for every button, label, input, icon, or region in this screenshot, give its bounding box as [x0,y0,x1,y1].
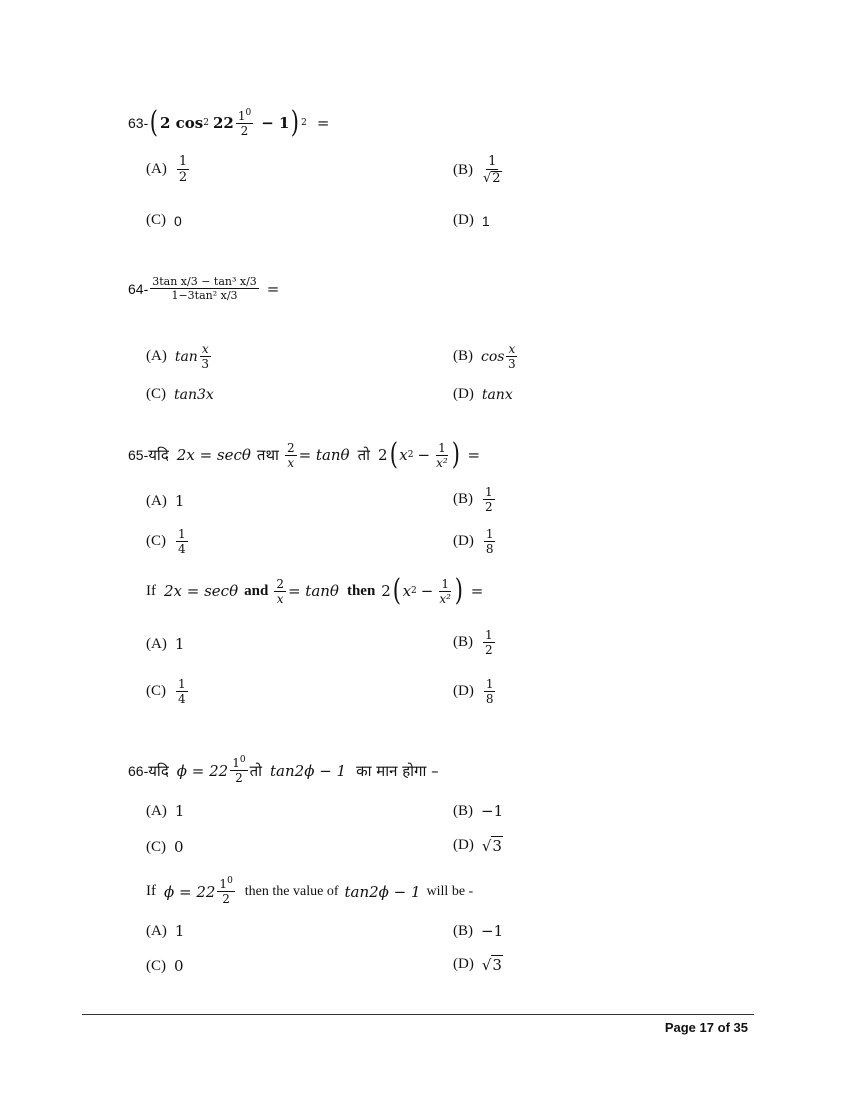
q66-question-hindi: 66- यदि ϕ = 22 $\frac{1^0}{2}$ तो tan2ϕ − 1 का मान होगा – [128,755,439,785]
q63-option-c: (C) 0 [146,212,182,229]
q66-hi-option-a: (A) 1 [146,802,185,820]
q65-question-english: If 2x = secθ and $\frac{2}{x}$ = tanθ then 2 ( x 2 − $\frac{1}{\text{x²}}$ ) = [146,573,484,608]
q65-hi-option-b: (B) $\frac{1}{2}$ [453,485,493,514]
q66-question-english: If ϕ = 22 $\frac{1^0}{2}$ then the value of tan2ϕ − 1 will be - [146,876,474,906]
q66-hi-option-b: (B) −1 [453,802,504,820]
q66-en-option-d: (D) √ 3 [453,956,502,974]
q65-hi-option-c: (C) $\frac{1}{4}$ [146,527,186,556]
q64-option-a: (A) tan $\frac{x}{3}$ [146,342,210,371]
q64-number: 64- [128,280,149,297]
footer-rule [82,1014,754,1015]
q64-question: 64- $\frac{\text{3tan x/3 − tan³ x/3}}{\text{1−3tan² x/3}}$ = [128,275,280,302]
q66-en-option-c: (C) 0 [146,957,184,975]
q65-en-option-b: (B) $\frac{1}{2}$ [453,628,493,657]
q64-option-c: (C) tan3x [146,386,214,403]
q63-number: 63- [128,115,149,131]
q65-en-option-d: (D) $\frac{1}{8}$ [453,677,494,706]
q66-en-option-a: (A) 1 [146,922,185,940]
q65-en-option-c: (C) $\frac{1}{4}$ [146,677,186,706]
q65-hi-option-d: (D) $\frac{1}{8}$ [453,527,494,556]
q66-en-option-b: (B) −1 [453,922,504,940]
q63-half-fraction: $\frac{1^0}{2}$ [237,107,252,138]
q66-number: 66- [128,762,149,779]
q65-number: 65- [128,447,149,463]
q65-en-option-a: (A) 1 [146,635,185,653]
q63-option-d: (D) 1 [453,212,490,229]
q63-option-a: (A) $\frac{1}{2}$ [146,154,188,185]
q64-fraction: $\frac{\text{3tan x/3 − tan³ x/3}}{\text{1−3tan² x/3}}$ [152,275,257,302]
q66-hi-option-c: (C) 0 [146,838,184,856]
q63-option-b: (B) 1 √ 2 [453,154,501,186]
q63-cos: 2 cos [159,114,204,132]
q66-hi-option-d: (D) √ 3 [453,837,502,855]
q65-hi-option-a: (A) 1 [146,492,185,510]
page-footer: Page 17 of 35 [664,1020,748,1035]
q64-option-b: (B) cos $\frac{x}{3}$ [453,342,516,371]
q64-option-d: (D) tanx [453,386,513,403]
q63-question: 63- ( 2 cos 2 22 $\frac{1^0}{2}$ − 1 ) 2 = [128,105,330,140]
q65-question-hindi: 65- यदि 2x = secθ तथा $\frac{2}{x}$ = tanθ तो 2 ( x 2 − $\frac{1}{\text{x²}}$ ) = [128,437,481,472]
